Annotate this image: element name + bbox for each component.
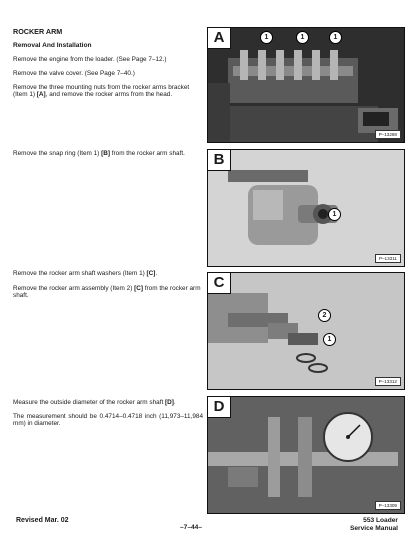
step-remove-valve-cover: Remove the valve cover. (See Page 7–40.) <box>13 70 135 77</box>
callout-item-1: 1 <box>296 31 309 44</box>
step-text: Remove the three mounting nuts from the rocker arms bracket (Item 1) <box>13 84 190 99</box>
callout-item-1: 1 <box>323 333 336 346</box>
step-remove-snap-ring <box>13 150 203 157</box>
step-text: from the rocker arm shaft. <box>13 285 201 300</box>
figure-ref: [C] <box>134 285 143 292</box>
photo-code: P–13311 <box>375 254 401 263</box>
rocker-shaft-illustration <box>208 150 404 266</box>
step-text: , and remove the rocker arms from the head. <box>45 91 173 99</box>
callout-item-1: 1 <box>328 208 341 221</box>
revision-date: Revised Mar. 02 <box>16 517 69 524</box>
step-remove-mounting-nuts <box>13 84 203 99</box>
callout-item-2: 2 <box>318 309 331 322</box>
caliper-measurement-illustration <box>208 397 404 513</box>
figure-letter: C <box>208 273 231 294</box>
figure-ref: [D] <box>165 399 174 406</box>
manual-title <box>350 517 398 532</box>
photo-code: P–13312 <box>375 377 401 386</box>
figure-ref: [B] <box>101 150 110 157</box>
photo-code: P–13309 <box>375 501 401 510</box>
callout-item-1: 1 <box>329 31 342 44</box>
step-remove-engine: Remove the engine from the loader. (See Page 7–12.) <box>13 56 167 63</box>
step-text: . <box>173 399 176 406</box>
manual-type: Service Manual <box>349 524 398 532</box>
figure-letter: D <box>208 397 231 418</box>
page-number: –7–44– <box>180 524 203 531</box>
figure-a-photo <box>207 27 405 143</box>
photo-code: P–13288 <box>375 130 401 139</box>
callout-item-1: 1 <box>260 31 273 44</box>
step-remove-rocker-assembly <box>13 285 203 300</box>
figure-ref: [A] <box>36 91 46 99</box>
figure-d-photo <box>207 396 405 514</box>
engine-head-illustration <box>208 28 404 142</box>
step-text: Measure the outside diameter of the rocker arm shaft <box>13 399 166 406</box>
step-text: Remove the rocker arm assembly (Item 2) <box>13 285 135 292</box>
figure-letter: A <box>208 28 231 49</box>
rocker-washers-illustration <box>208 273 404 389</box>
step-text: Remove the snap ring (Item 1) <box>13 150 102 157</box>
figure-c-photo <box>207 272 405 390</box>
figure-ref: [C] <box>146 270 156 277</box>
section-title: ROCKER ARM <box>13 27 63 36</box>
step-text: . <box>155 270 158 277</box>
figure-letter: B <box>208 150 231 171</box>
step-remove-washers <box>13 270 203 277</box>
step-text: from the rocker arm shaft. <box>109 150 185 157</box>
step-measure-shaft <box>13 399 203 406</box>
subheading: Removal And Installation <box>13 42 92 49</box>
manual-model: 553 Loader <box>363 517 398 524</box>
step-text: Remove the rocker arm shaft washers (Item 1) <box>13 270 147 277</box>
figure-b-photo <box>207 149 405 267</box>
measurement-spec: The measurement should be 0.4714–0.4718 inch (11,973–11,984 mm) in diameter. <box>13 413 203 428</box>
